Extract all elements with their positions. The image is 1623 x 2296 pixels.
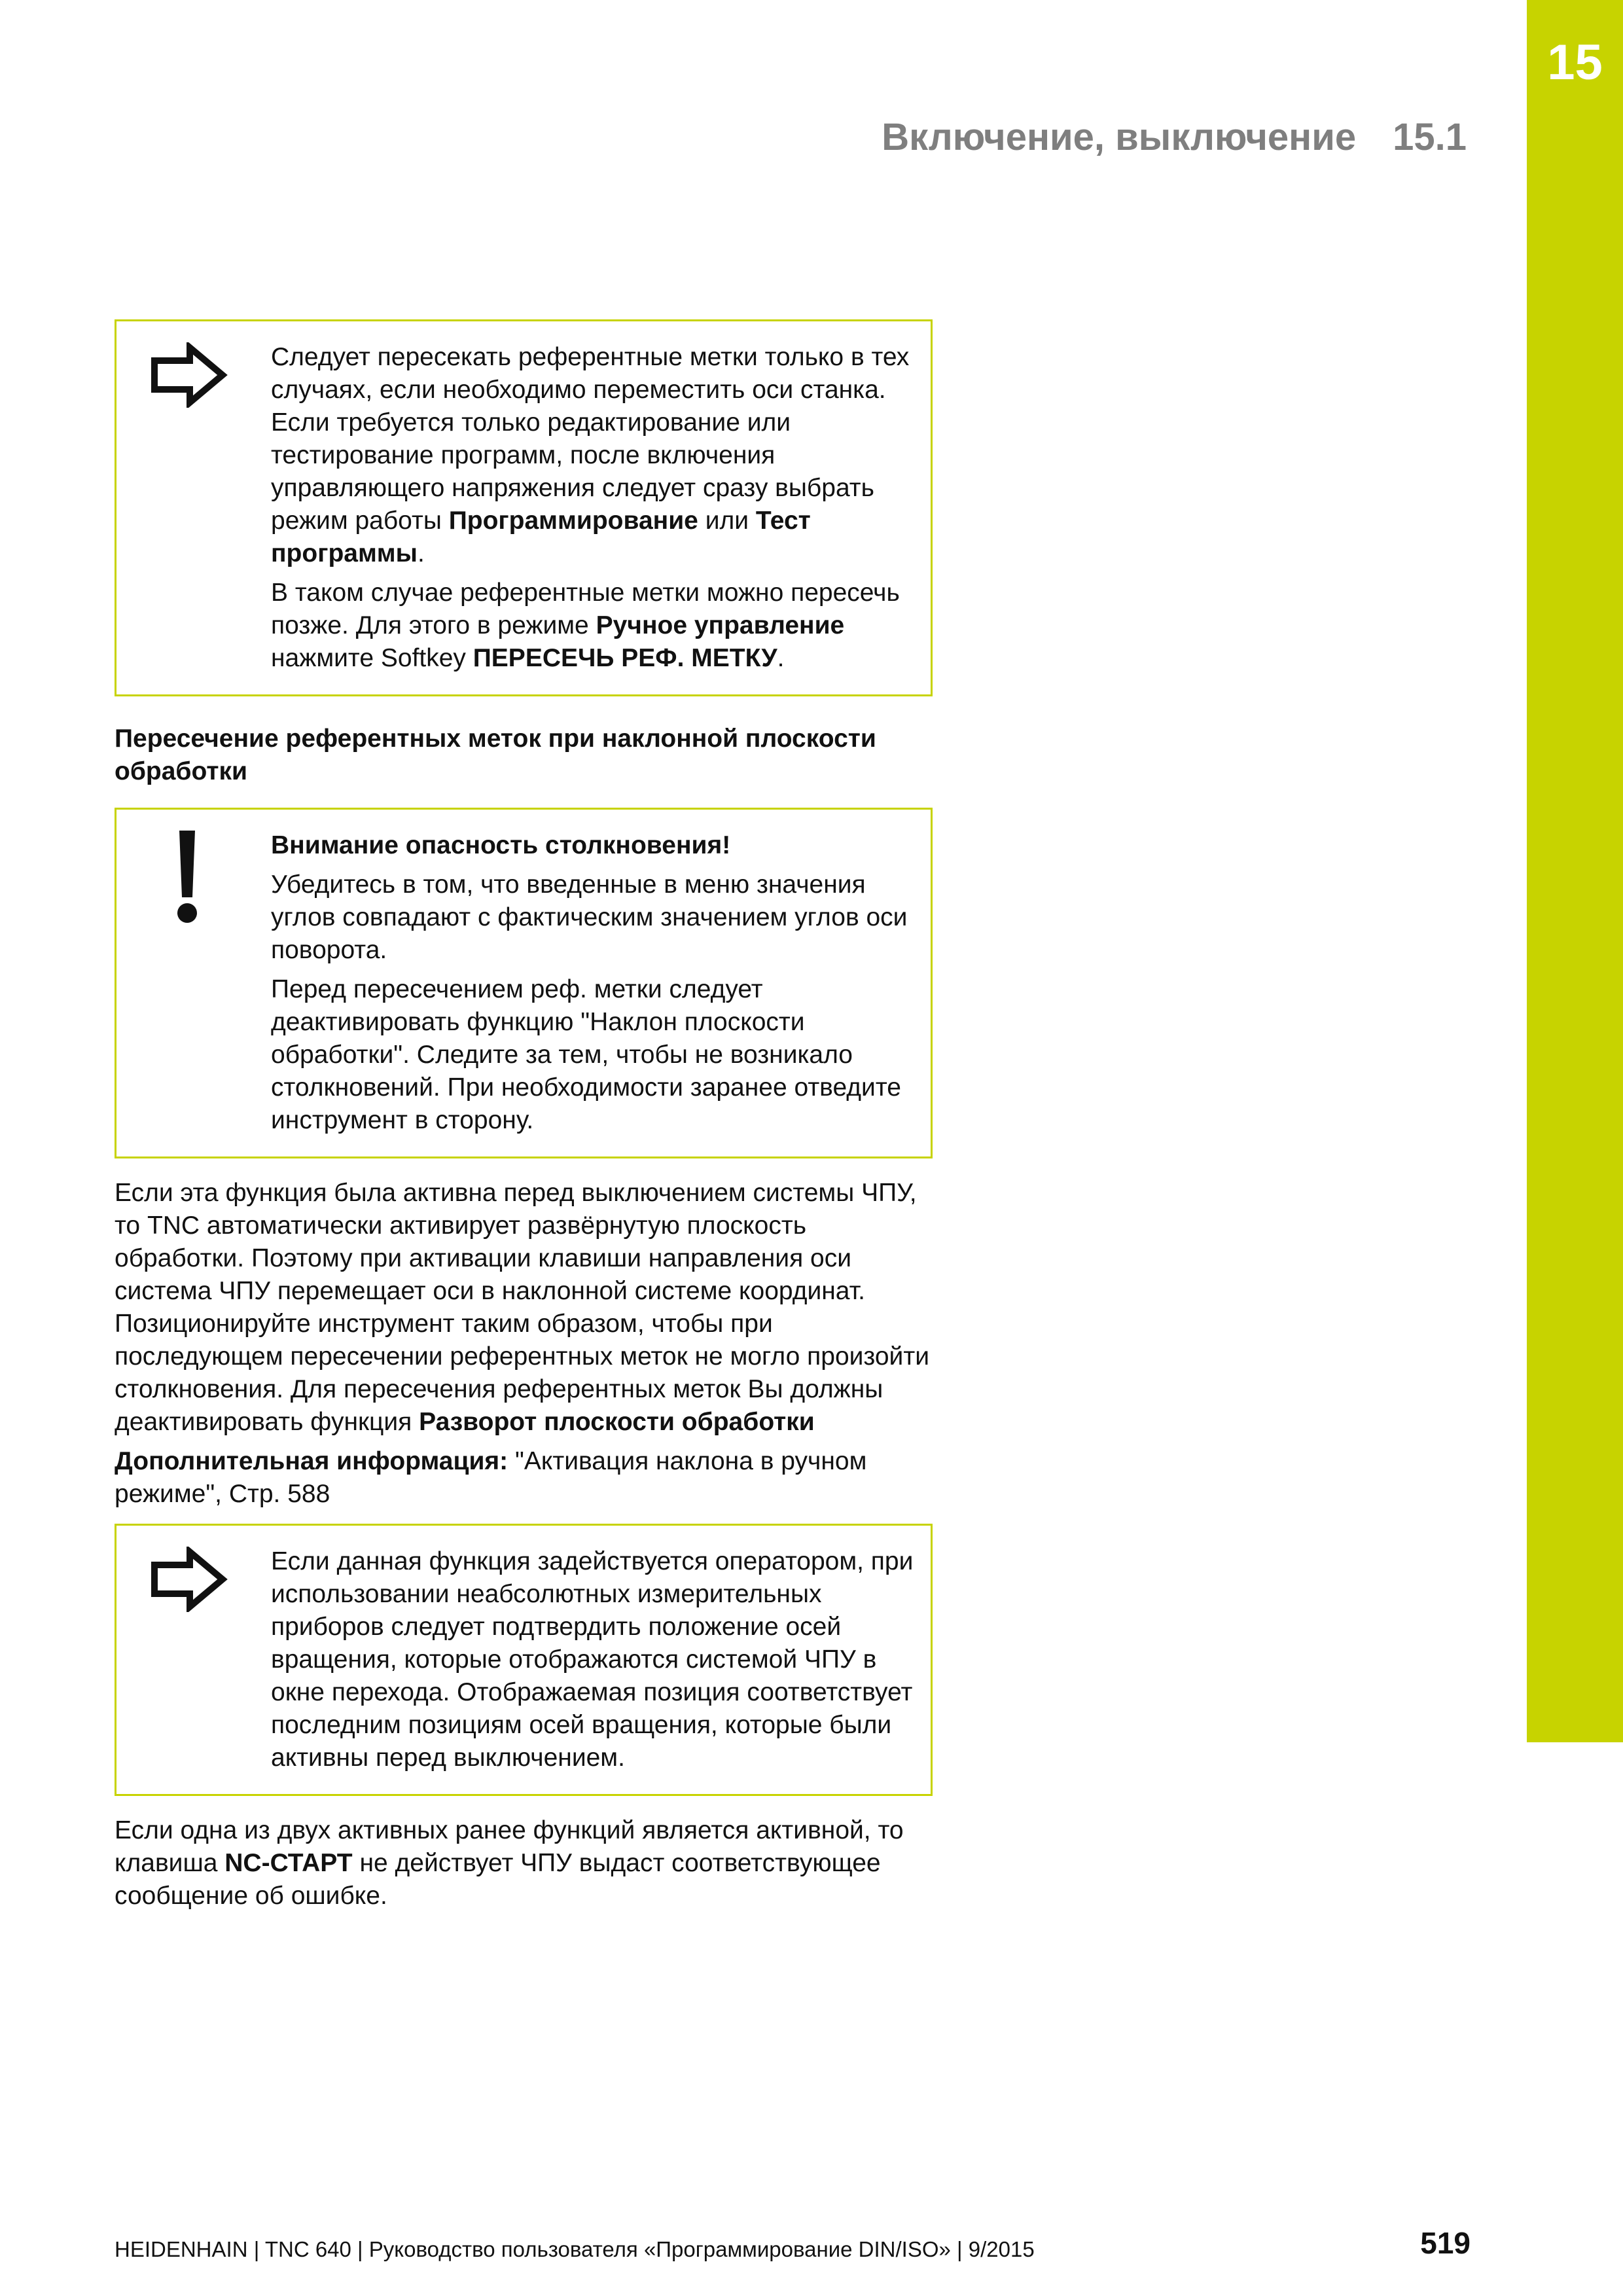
header-section: 15.1 <box>1393 116 1467 158</box>
arrow-right-icon <box>149 342 228 411</box>
note-box <box>115 1524 933 1796</box>
warning-box <box>115 808 933 1158</box>
header-title: Включение, выключение <box>882 116 1357 158</box>
arrow-right-icon <box>149 1547 228 1615</box>
note-paragraph: Следует пересекать референтные метки только в тех случаях, если необходимо переместить оси станка. Если требуется только редактирование или тестирование программ, после включения управляющего напряжения следует сразу выбрать режим работы Программирование или Тест программы. <box>271 343 910 567</box>
footer-text: HEIDENHAIN | TNC 640 | Руководство пользователя «Программирование DIN/ISO» | 9/2015 <box>115 2237 1035 2261</box>
note-paragraph: Если данная функция задействуется оператором, при использовании неабсолютных измерительных приборов следует подтвердить положение осей вращения, которые отображаются системой ЧПУ в окне перехода. Отображаемая позиция соответствует последним позициям осей вращения, которые были активны перед выключением. <box>271 1547 914 1772</box>
warning-paragraph: Убедитесь в том, что введенные в меню значения углов совпадают с фактическим значением углов оси поворота. <box>271 870 908 964</box>
page-number: 519 <box>1420 2226 1471 2260</box>
page-header <box>882 115 1467 159</box>
note-paragraph: В таком случае референтные метки можно пересечь позже. Для этого в режиме Ручное управление нажмите Softkey ПЕРЕСЕЧЬ РЕФ. МЕТКУ. <box>271 579 900 672</box>
chapter-number: 15 <box>1547 35 1603 90</box>
warning-title: Внимание опасность столкновения! <box>271 831 731 859</box>
section-heading: Пересечение референтных меток при наклонной плоскости обработки <box>115 725 876 785</box>
exclamation-icon <box>174 828 200 929</box>
chapter-tab <box>1527 0 1623 1742</box>
body-paragraph: Если одна из двух активных ранее функций является активной, то клавиша NC-СТАРТ не действует ЧПУ выдаст соответствующее сообщение об ошибке. <box>115 1816 904 1910</box>
more-info: Дополнительная информация: "Активация наклона в ручном режиме", Стр. 588 <box>115 1447 867 1508</box>
body-paragraph: Если эта функция была активна перед выключением системы ЧПУ, то TNC автоматически активирует развёрнутую плоскость обработки. Поэтому при активации клавиши направления оси система ЧПУ перемещает оси в наклонной системе координат. Позиционируйте инструмент таким образом, чтобы при последующем пересечении референтных меток не могло произойти столкновения. Для пересечения референтных меток Вы должны деактивировать функция Разворот плоскости обработки <box>115 1179 929 1436</box>
note-box <box>115 319 933 696</box>
page-content <box>115 319 933 1919</box>
warning-paragraph: Перед пересечением реф. метки следует деактивировать функцию "Наклон плоскости обработки". Следите за тем, чтобы не возникало столкновений. При необходимости заранее отведите инструмент в сторону. <box>271 975 901 1134</box>
